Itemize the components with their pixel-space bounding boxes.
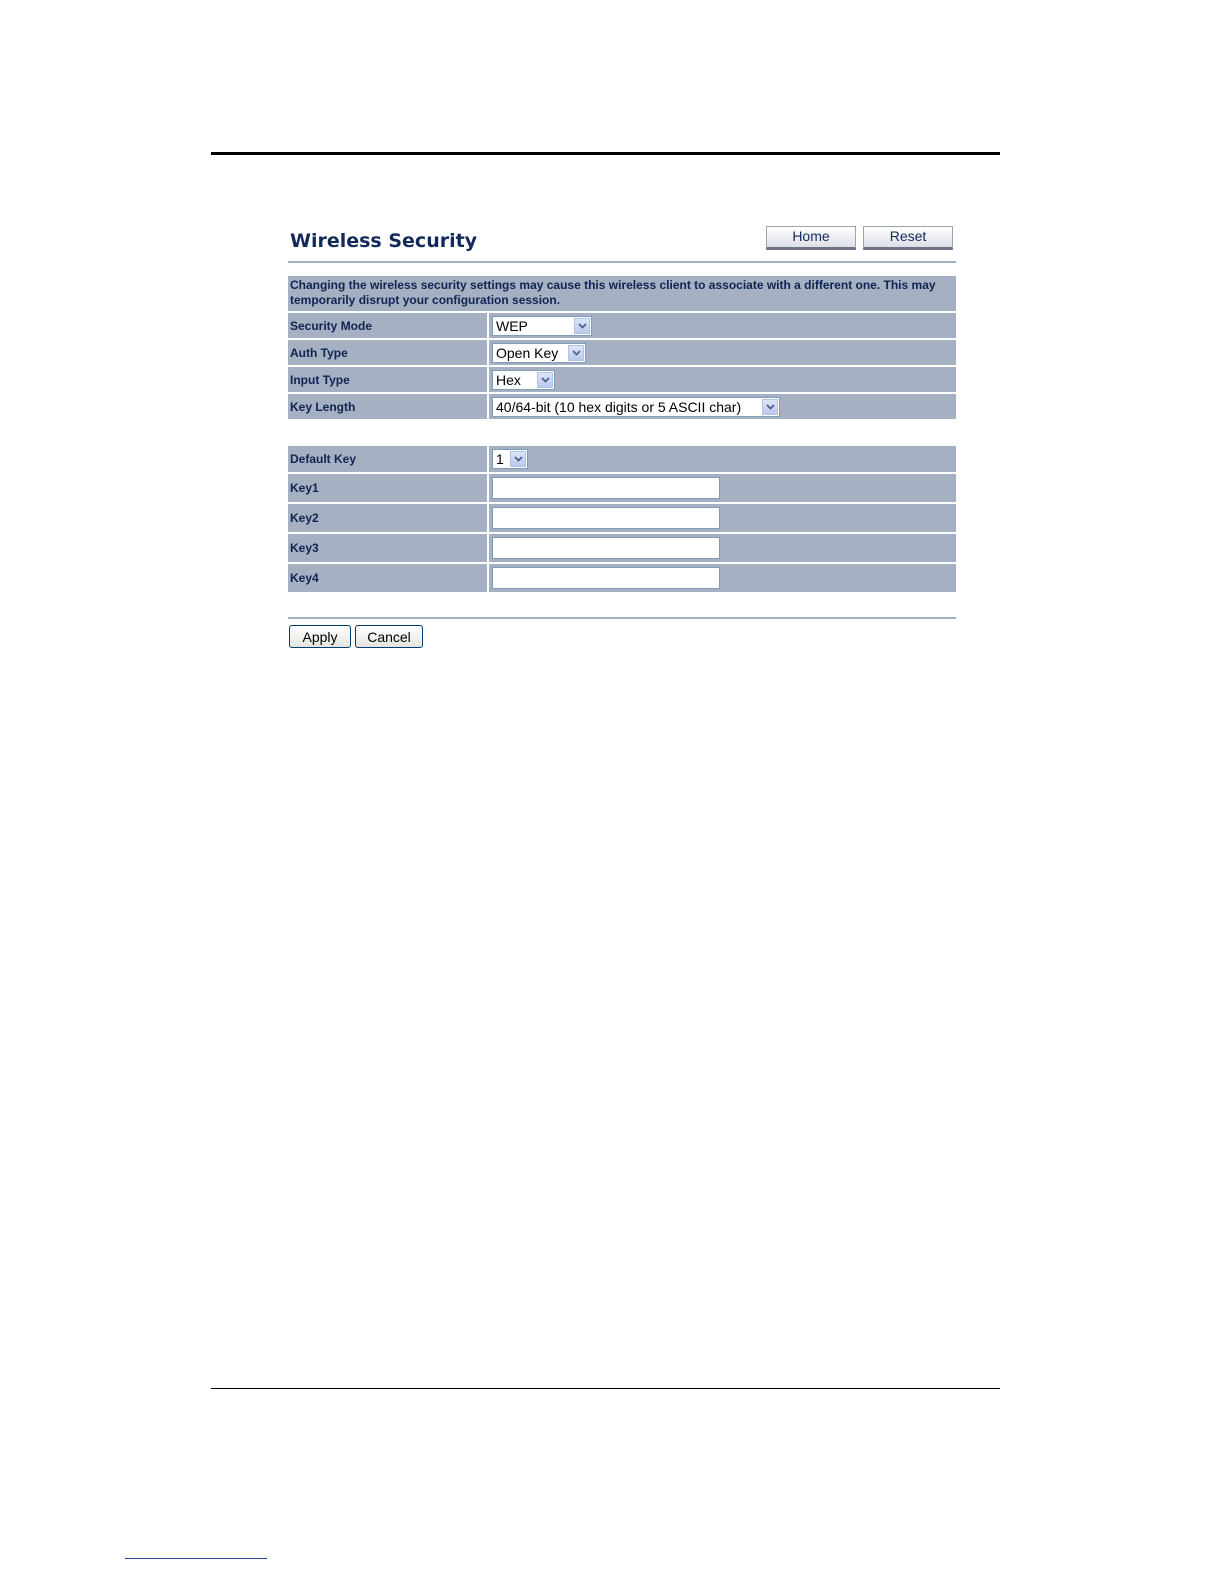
auth-type-label: Auth Type (288, 340, 487, 365)
security-mode-value: WEP (496, 317, 528, 334)
key-length-row (288, 394, 956, 419)
key-length-select[interactable] (492, 397, 780, 417)
auth-type-value: Open Key (496, 344, 559, 361)
header-rule (211, 152, 1000, 155)
key2-label: Key2 (288, 504, 487, 532)
security-settings-table (288, 276, 956, 421)
input-type-label: Input Type (288, 367, 487, 392)
key-length-label: Key Length (288, 394, 487, 419)
auth-type-select[interactable] (492, 343, 586, 363)
footer-rule (211, 1388, 1000, 1389)
chevron-down-icon[interactable] (762, 399, 778, 415)
input-type-select[interactable] (492, 370, 555, 390)
key-length-value: 40/64-bit (10 hex digits or 5 ASCII char) (496, 398, 742, 415)
key1-label: Key1 (288, 474, 487, 502)
form-divider (288, 617, 956, 619)
cancel-button[interactable]: Cancel (355, 625, 423, 648)
chevron-down-icon[interactable] (568, 345, 584, 361)
home-button[interactable]: Home (766, 226, 856, 250)
input-type-value: Hex (496, 371, 521, 388)
security-mode-select[interactable] (492, 316, 592, 336)
key2-input[interactable] (492, 507, 720, 529)
chevron-down-icon[interactable] (510, 451, 526, 467)
key3-row (288, 534, 956, 562)
wep-keys-table (288, 446, 956, 594)
chevron-down-icon[interactable] (574, 318, 590, 334)
key1-input[interactable] (492, 477, 720, 499)
default-key-select[interactable] (492, 449, 528, 469)
default-key-row (288, 446, 956, 472)
key4-label: Key4 (288, 564, 487, 592)
default-key-label: Default Key (288, 446, 487, 472)
apply-button[interactable]: Apply (289, 625, 351, 648)
reset-button[interactable]: Reset (863, 226, 953, 250)
page-title: Wireless Security (290, 230, 478, 252)
key3-label: Key3 (288, 534, 487, 562)
key3-input[interactable] (492, 537, 720, 559)
key2-row (288, 504, 956, 532)
key4-input[interactable] (492, 567, 720, 589)
default-key-value: 1 (496, 451, 504, 467)
key4-row (288, 564, 956, 592)
input-type-row (288, 367, 956, 392)
key1-row (288, 474, 956, 502)
footer-link-underline (125, 1558, 267, 1559)
warning-notice: Changing the wireless security settings may cause this wireless client to associate with a different one. This may temporarily disrupt your configuration session. (288, 276, 956, 311)
chevron-down-icon[interactable] (537, 372, 553, 388)
security-mode-row (288, 313, 956, 338)
security-mode-label: Security Mode (288, 313, 487, 338)
title-divider (288, 261, 956, 263)
auth-type-row (288, 340, 956, 365)
